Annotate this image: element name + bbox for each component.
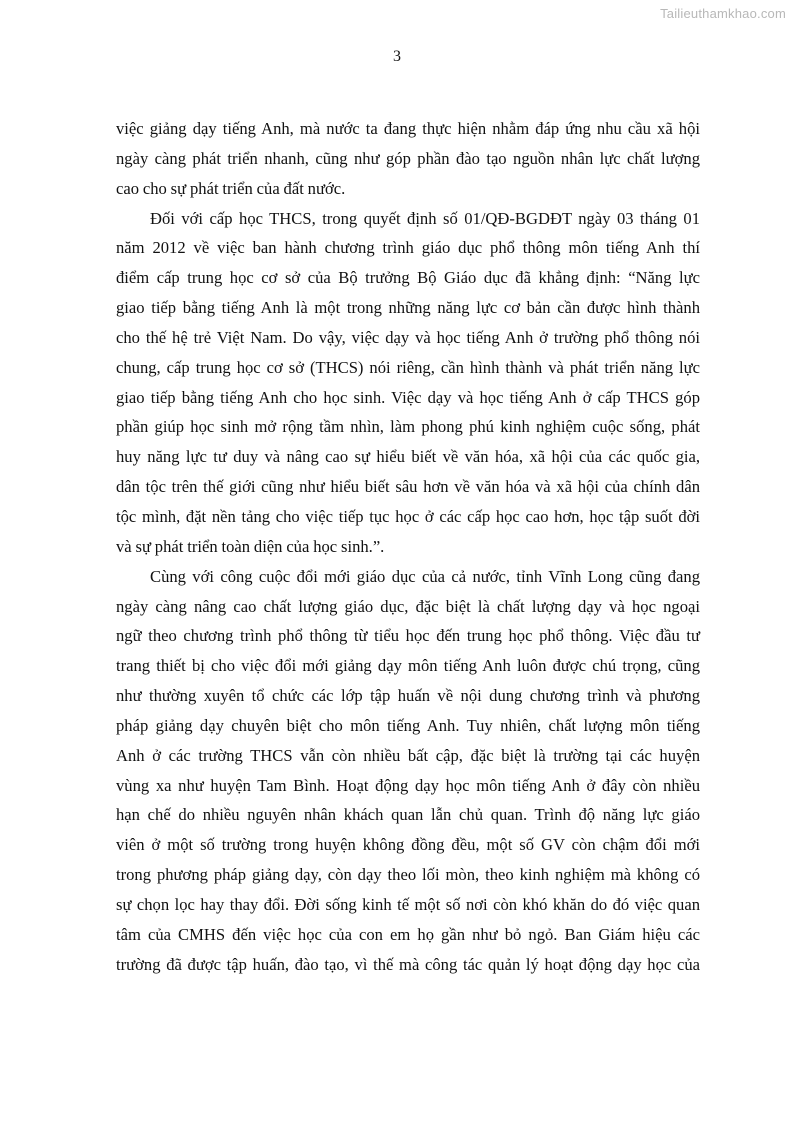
paragraph-2 xyxy=(116,204,700,562)
text-line: viên ở một số trường trong huyện không đồng đều, một số GV còn chậm đổi mới xyxy=(116,835,700,855)
text-line: như thường xuyên tổ chức các lớp tập huấn về nội dung chương trình và phương xyxy=(116,686,700,706)
text-line: Cùng với công cuộc đổi mới giáo dục của cả nước, tỉnh Vĩnh Long cũng đang xyxy=(150,566,700,586)
text-line: sự chọn lọc hay thay đổi. Đời sống kinh tế một số nơi còn khó khăn do đó việc quan xyxy=(116,894,700,914)
text-line: trong phương pháp giảng dạy, còn dạy theo lối mòn, theo kinh nghiệm mà không có xyxy=(116,865,700,885)
text-line: tộc mình, đặt nền tảng cho việc tiếp tục học ở các cấp học cao hơn, học tập suốt đời xyxy=(116,506,700,526)
text-line: giao tiếp bằng tiếng Anh cho học sinh. Việc dạy và học tiếng Anh ở cấp THCS góp xyxy=(116,387,700,407)
text-line: chung, cấp trung học cơ sở (THCS) nói riêng, cần hình thành và phát triển năng lực xyxy=(116,357,700,377)
text-line: ngữ theo chương trình phổ thông từ tiểu học đến trung học phổ thông. Việc đầu tư xyxy=(116,626,700,646)
text-line: giao tiếp bằng tiếng Anh là một trong những năng lực cơ bản cần được hình thành xyxy=(116,298,700,318)
text-line: phần giúp học sinh mở rộng tầm nhìn, làm phong phú kinh nghiệm cuộc sống, phát xyxy=(116,417,700,437)
text-line: tâm của CMHS đến việc học của con em họ gần như bỏ ngỏ. Ban Giám hiệu các xyxy=(116,924,700,944)
text-line: cho thế hệ trẻ Việt Nam. Do vậy, việc dạy và học tiếng Anh ở trường phổ thông nói xyxy=(116,327,700,347)
text-line: huy năng lực tư duy và nâng cao sự hiểu biết về văn hóa, xã hội của các quốc gia, xyxy=(116,447,700,467)
page-number: 3 xyxy=(393,48,401,65)
text-line: cao cho sự phát triển của đất nước. xyxy=(116,178,346,198)
paragraph-1 xyxy=(116,114,700,204)
text-line: và sự phát triển toàn diện của học sinh.”. xyxy=(116,536,385,556)
document-body xyxy=(116,114,700,979)
text-line: Anh ở các trường THCS vẫn còn nhiều bất cập, đặc biệt là trường tại các huyện xyxy=(116,745,700,765)
text-line: dân tộc trên thế giới cũng như hiểu biết sâu hơn về văn hóa và xã hội của chính dân xyxy=(116,477,700,497)
text-line: vùng xa như huyện Tam Bình. Hoạt động dạy học môn tiếng Anh ở đây còn nhiều xyxy=(116,775,700,795)
text-line: trang thiết bị cho việc đổi mới giảng dạy môn tiếng Anh luôn được chú trọng, cũng xyxy=(116,656,700,676)
text-line: pháp giảng dạy chuyên biệt cho môn tiếng Anh. Tuy nhiên, chất lượng môn tiếng xyxy=(116,715,700,735)
text-line: trường đã được tập huấn, đào tạo, vì thế mà công tác quản lý hoạt động dạy học của xyxy=(116,954,700,974)
text-line: năm 2012 về việc ban hành chương trình giáo dục phổ thông môn tiếng Anh thí xyxy=(116,238,700,258)
text-line: ngày càng nâng cao chất lượng giáo dục, đặc biệt là chất lượng dạy và học ngoại xyxy=(116,596,700,616)
text-line: việc giảng dạy tiếng Anh, mà nước ta đang thực hiện nhằm đáp ứng nhu cầu xã hội xyxy=(116,119,700,138)
text-line: Đối với cấp học THCS, trong quyết định số 01/QĐ-BGDĐT ngày 03 tháng 01 xyxy=(150,208,700,228)
text-line: hạn chế do nhiều nguyên nhân khách quan lẫn chủ quan. Trình độ năng lực giáo xyxy=(116,805,700,825)
paragraph-3 xyxy=(116,562,700,980)
text-line: điểm cấp trung học cơ sở của Bộ trưởng Bộ Giáo dục đã khẳng định: “Năng lực xyxy=(116,268,700,288)
text-line: ngày càng phát triển nhanh, cũng như góp phần đào tạo nguồn nhân lực chất lượng xyxy=(116,148,700,168)
watermark: Tailieuthamkhao.com xyxy=(660,6,786,21)
